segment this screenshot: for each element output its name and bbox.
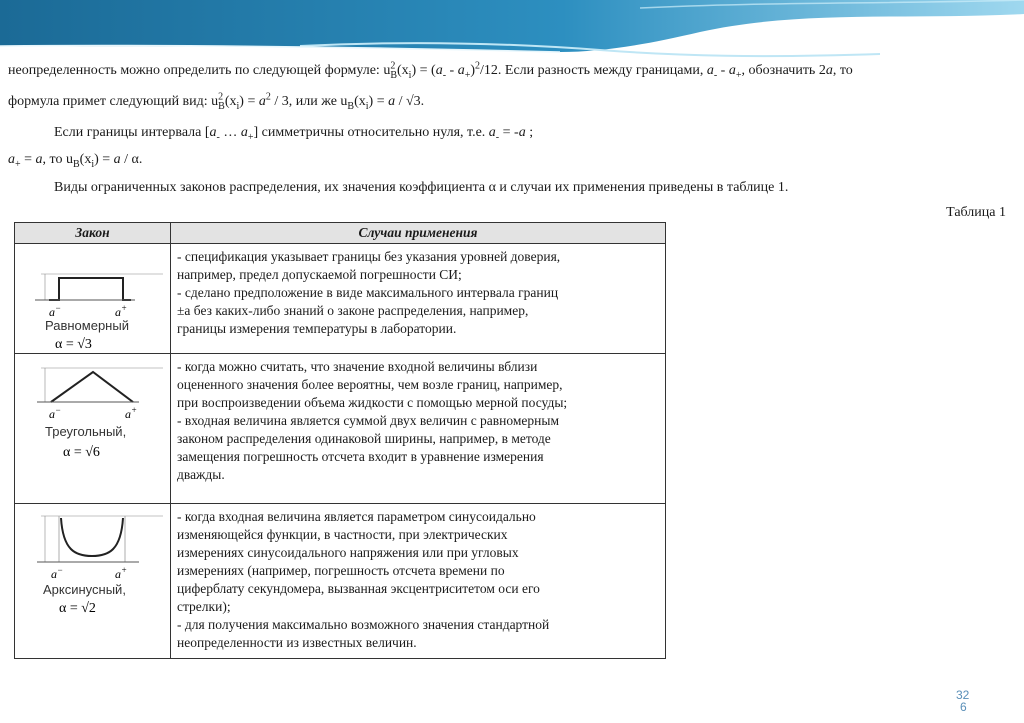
law-cell-arcsine (15, 504, 171, 659)
use-line: при воспроизведении объема жидкости с помощью мерной посуды; (177, 395, 568, 410)
paragraph-table-intro: Виды ограниченных законов распределения, их значения коэффициента α и случаи их применения приведены в таблице 1. (54, 180, 789, 195)
distribution-laws-table (14, 222, 666, 659)
use-line: например, предел допускаемой погрешности СИ; (177, 267, 462, 282)
law-cell-triangular (15, 354, 171, 504)
page-number: 32 6 (956, 688, 970, 714)
triangular-distribution-graph (15, 354, 170, 464)
a-plus-label: a+ (115, 303, 128, 319)
paragraph-formula-2: формула примет следующий вид: $u^2_B(x_i) = a^2 / 3$, или же $u_B(x_i) = a / √3$. (8, 91, 425, 112)
table-header-row (15, 223, 666, 244)
use-cases-cell (171, 354, 666, 504)
uniform-distribution-graph (15, 244, 170, 352)
arcsine-distribution-graph (15, 504, 170, 616)
use-cases-cell (171, 504, 666, 659)
table-caption: Таблица 1 (946, 205, 1006, 220)
use-line: измерениях (например, погрешность отсчета времени по (177, 563, 505, 578)
a-minus-label: a− (51, 565, 64, 581)
use-line: - входная величина является суммой двух величин с равномерным (177, 413, 560, 428)
a-minus-label: a− (49, 303, 62, 319)
alpha-value: α = √3 (55, 337, 92, 352)
use-line: циферблату секундомера, вызванная эксцентриситетом оси его (177, 581, 540, 596)
decorative-wave-banner (0, 0, 1024, 60)
use-line: - когда можно считать, что значение входной величины вблизи (177, 359, 538, 374)
table-row (15, 244, 666, 354)
use-line: - для получения максимально возможного значения стандартной (177, 617, 550, 632)
paragraph-symmetric-bounds: Если границы интервала [$a_-$ … $a_+$] симметричны относительно нуля, т.е. $a_- = -a$ ; (54, 125, 534, 143)
use-line: замещения погрешность отсчета входит в уравнение измерения (177, 449, 544, 464)
use-line: изменяющейся функции, в частности, при электрических (177, 527, 508, 542)
use-line: стрелки); (177, 599, 231, 614)
use-line: измерениях синусоидального напряжения или при угловых (177, 545, 519, 560)
use-line: границы измерения температуры в лаборатории. (177, 321, 457, 336)
paragraph-formula-1: неопределенность можно определить по следующей формуле: $u^2_B(x_i) = (a_- - a_+)^2/12$. Если разность между границами, $a_- - a_+$, обозначить 2a, то (8, 60, 853, 81)
header-use-cases: Случаи применения (171, 223, 666, 244)
alpha-value: α = √6 (63, 445, 100, 460)
use-line: законом распределения одинаковой ширины, например, в методе (177, 431, 551, 446)
table-row (15, 354, 666, 504)
law-name: Равномерный (45, 318, 129, 333)
use-line: неопределенности из известных величин. (177, 635, 417, 650)
use-line: дважды. (177, 467, 225, 482)
paragraph-formula-3: $a_+ = a$, то $u_B(x_i) = a / \alpha$. (8, 152, 143, 170)
a-plus-label: a+ (115, 565, 128, 581)
header-law: Закон (15, 223, 171, 244)
use-line: оцененного значения более вероятны, чем возле границ, например, (177, 377, 563, 392)
use-line: - когда входная величина является параметром синусоидально (177, 509, 536, 524)
law-cell-uniform (15, 244, 171, 354)
law-name: Арксинусный, (43, 582, 126, 597)
use-line: - сделано предположение в виде максимального интервала границ (177, 285, 559, 300)
table-row (15, 504, 666, 659)
use-line: - спецификация указывает границы без указания уровней доверия, (177, 249, 561, 264)
a-minus-label: a− (49, 405, 62, 421)
use-line: ±a без каких-либо знаний о законе распределения, например, (177, 303, 529, 318)
a-plus-label: a+ (125, 405, 138, 421)
alpha-value: α = √2 (59, 601, 96, 616)
use-cases-cell (171, 244, 666, 354)
law-name: Треугольный, (45, 424, 127, 439)
